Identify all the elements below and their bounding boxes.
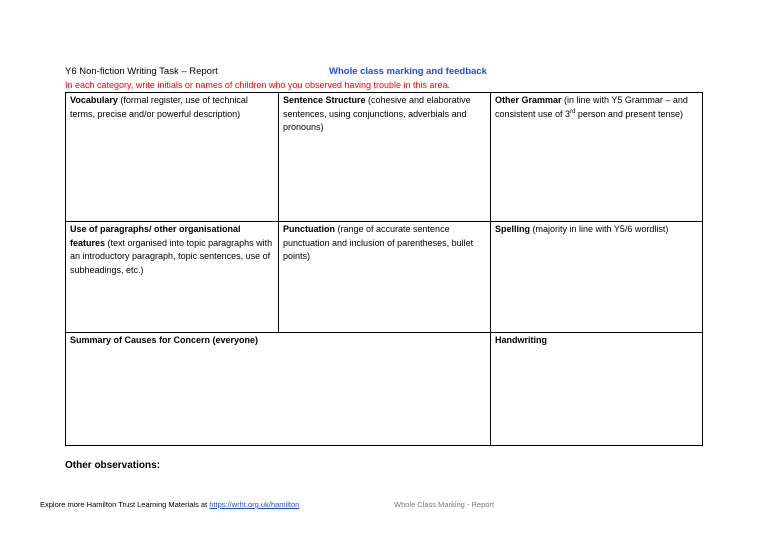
sentence-structure-cell[interactable] xyxy=(279,93,490,221)
punctuation-cell[interactable] xyxy=(279,222,490,332)
punctuation-title: Punctuation xyxy=(283,224,335,234)
spelling-title: Spelling xyxy=(495,224,531,234)
summary-cell[interactable] xyxy=(66,333,490,445)
other-grammar-desc-end: person and present tense) xyxy=(575,108,683,119)
other-observations-label: Other observations: xyxy=(65,460,161,471)
other-grammar-cell[interactable] xyxy=(491,93,702,221)
other-grammar-sup: rd xyxy=(570,108,576,115)
vocabulary-cell[interactable] xyxy=(66,93,278,221)
other-grammar-desc: (in line with Y5 Grammar – and consistent use of 3 xyxy=(495,95,688,119)
summary-title: Summary of Causes for Concern (everyone) xyxy=(70,335,259,345)
spelling-cell[interactable] xyxy=(491,222,702,332)
sentence-structure-desc: (cohesive and elaborative sentences, using conjunctions, adverbials and pronouns) xyxy=(283,95,471,132)
paragraphs-title: Use of paragraphs/ other organisational features xyxy=(70,224,241,248)
punctuation-desc: (range of accurate sentence punctuation and inclusion of parentheses, bullet points) xyxy=(283,224,474,261)
hamilton-link[interactable]: https://wrht.org.uk/hamilton xyxy=(209,500,300,509)
other-grammar-title: Other Grammar xyxy=(495,95,562,105)
task-title: Y6 Non-fiction Writing Task – Report xyxy=(65,66,218,77)
footer-explore-text: Explore more Hamilton Trust Learning Materials at xyxy=(40,500,210,509)
handwriting-cell[interactable] xyxy=(491,333,702,445)
vocabulary-desc: (formal register, use of technical terms, precise and/or powerful description) xyxy=(70,95,248,119)
marking-grid xyxy=(65,92,703,446)
sentence-structure-title: Sentence Structure xyxy=(283,95,366,105)
vocabulary-title: Vocabulary xyxy=(70,95,118,105)
section-title: Whole class marking and feedback xyxy=(329,66,487,77)
spelling-desc: (majority in line with Y5/6 wordlist) xyxy=(530,224,669,234)
paragraphs-cell[interactable] xyxy=(66,222,278,332)
instruction-text: In each category, write initials or names of children who you observed having trouble in this area. xyxy=(65,80,451,90)
footer-explore xyxy=(40,500,299,509)
handwriting-title: Handwriting xyxy=(495,335,547,345)
paragraphs-desc: (text organised into topic paragraphs with an introductory paragraph, topic sentences, use of subheadings, etc.) xyxy=(70,237,273,275)
footer-doc-name: Whole Class Marking - Report xyxy=(394,500,495,509)
